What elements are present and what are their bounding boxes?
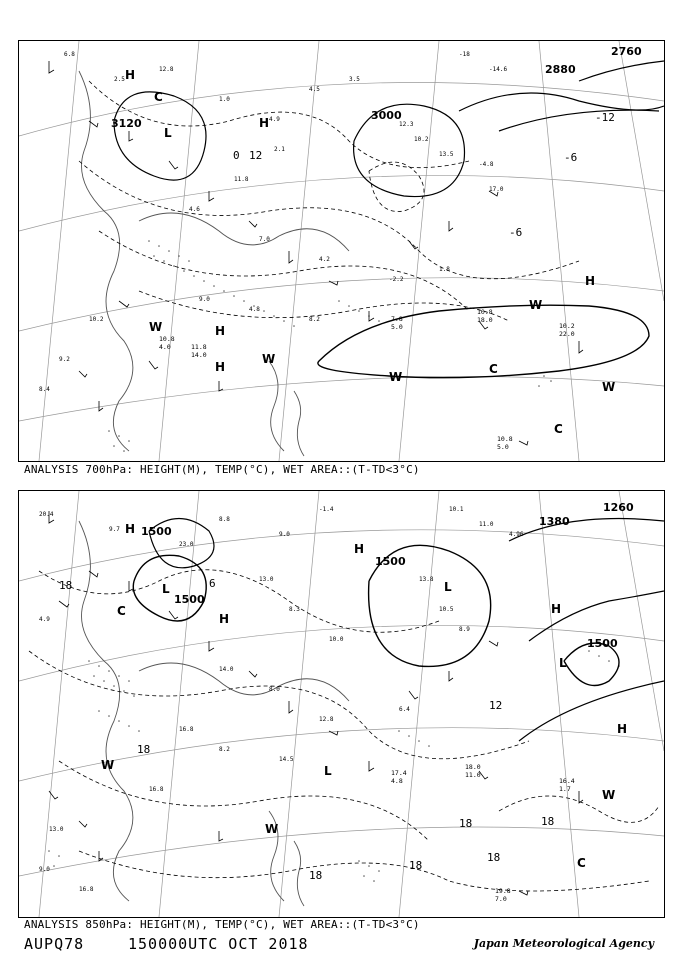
- center-marker: W: [602, 788, 616, 802]
- isotherm-label: 18: [459, 817, 473, 830]
- station-value: 18.0: [477, 316, 493, 324]
- center-marker: H: [125, 68, 136, 82]
- graticule: [19, 491, 664, 917]
- center-marker: W: [101, 758, 115, 772]
- isotherm-label: 0: [233, 149, 240, 162]
- svg-text:4.8: 4.8: [249, 306, 260, 313]
- station-plot-texture: [39, 51, 507, 393]
- isotherm-label: 6: [209, 577, 216, 590]
- center-marker: W: [149, 320, 163, 334]
- isotherm-label: 12: [249, 149, 263, 162]
- chart-code: AUPQ78: [24, 935, 85, 953]
- svg-text:1.0: 1.0: [219, 96, 230, 103]
- center-marker: H: [617, 722, 628, 736]
- center-marker: H: [219, 612, 230, 626]
- station-value: 10.8: [497, 435, 513, 443]
- svg-text:-14.6: -14.6: [489, 66, 508, 73]
- contour-label: 1260: [603, 501, 634, 514]
- svg-text:9.7: 9.7: [109, 526, 120, 533]
- isotherm-label: 18: [409, 859, 423, 872]
- svg-text:8.0: 8.0: [269, 686, 280, 693]
- svg-text:6.8: 6.8: [64, 51, 75, 58]
- center-marker: L: [559, 656, 567, 670]
- station-value: 4.0: [159, 343, 171, 351]
- isotherm-label: 18: [541, 815, 555, 828]
- svg-text:14.5: 14.5: [279, 756, 294, 763]
- station-value: 19.8: [495, 887, 511, 895]
- center-marker: H: [585, 274, 596, 288]
- svg-text:-1.4: -1.4: [319, 506, 334, 513]
- map-700hpa: [19, 41, 664, 461]
- contour-label: 1380: [539, 515, 570, 528]
- svg-text:4.2: 4.2: [319, 256, 330, 263]
- wet-area: [108, 240, 552, 452]
- station-value: 10.8: [477, 308, 493, 316]
- svg-text:8.3: 8.3: [289, 606, 300, 613]
- map-panel-850hpa: [18, 490, 665, 918]
- valid-time: 150000UTC OCT 2018: [128, 935, 309, 953]
- station-value: 16.4: [559, 777, 575, 785]
- svg-text:17.0: 17.0: [489, 186, 504, 193]
- contour-label: 1500: [141, 525, 172, 538]
- svg-text:12.3: 12.3: [399, 121, 414, 128]
- svg-text:8.4: 8.4: [39, 386, 50, 393]
- map-panel-700hpa: [18, 40, 665, 462]
- isotherm-label: 18: [59, 579, 73, 592]
- center-marker: H: [215, 324, 226, 338]
- svg-text:4.6: 4.6: [189, 206, 200, 213]
- svg-text:11.8: 11.8: [234, 176, 249, 183]
- station-value: 17.4: [391, 769, 407, 777]
- svg-text:12.8: 12.8: [319, 716, 334, 723]
- wind-barbs: [49, 511, 583, 895]
- center-marker: C: [117, 604, 126, 618]
- contour-label: 2760: [611, 45, 642, 58]
- station-values: [391, 763, 575, 903]
- isotherm-label: 18: [309, 869, 323, 882]
- svg-text:2.5: 2.5: [114, 76, 125, 83]
- svg-text:10.2: 10.2: [89, 316, 104, 323]
- isotherm-label: 18: [137, 743, 151, 756]
- center-marker: W: [389, 370, 403, 384]
- svg-text:12.8: 12.8: [159, 66, 174, 73]
- wet-area: [48, 650, 620, 882]
- isotherm-label: 18: [487, 851, 501, 864]
- svg-text:-4.8: -4.8: [479, 161, 494, 168]
- svg-text:16.8: 16.8: [179, 726, 194, 733]
- svg-text:13.5: 13.5: [439, 151, 454, 158]
- svg-text:4.9: 4.9: [269, 116, 280, 123]
- contour-label: 2880: [545, 63, 576, 76]
- svg-text:8.2: 8.2: [309, 316, 320, 323]
- station-value: 11.8: [191, 343, 207, 351]
- svg-text:13.0: 13.0: [49, 826, 64, 833]
- svg-text:8.2: 8.2: [219, 746, 230, 753]
- station-value: 7.0: [495, 895, 507, 903]
- svg-text:-18: -18: [459, 51, 470, 58]
- contour-label: 3000: [371, 109, 402, 122]
- agency-name: Japan Meteorological Agency: [473, 937, 654, 950]
- svg-text:4.9: 4.9: [39, 616, 50, 623]
- center-marker: L: [444, 580, 452, 594]
- map-850hpa: [19, 491, 664, 917]
- contour-label: 1500: [375, 555, 406, 568]
- svg-text:14.0: 14.0: [219, 666, 234, 673]
- svg-text:16.8: 16.8: [79, 886, 94, 893]
- center-marker: W: [529, 298, 543, 312]
- svg-text:8.8: 8.8: [219, 516, 230, 523]
- station-value: 11.0: [465, 771, 481, 779]
- svg-text:1.8: 1.8: [439, 266, 450, 273]
- isotherm-labels: [233, 111, 615, 239]
- caption-700hpa: ANALYSIS 700hPa: HEIGHT(M), TEMP(°C), WET AREA::(T-TD<3°C): [24, 463, 420, 476]
- svg-text:8.9: 8.9: [459, 626, 470, 633]
- center-marker: C: [489, 362, 498, 376]
- height-contour-labels: [111, 45, 642, 130]
- station-value: 10.8: [159, 335, 175, 343]
- center-marker: L: [324, 764, 332, 778]
- svg-text:16.8: 16.8: [149, 786, 164, 793]
- center-marker: W: [265, 822, 279, 836]
- svg-text:20.4: 20.4: [39, 511, 54, 518]
- center-marker: H: [125, 522, 136, 536]
- svg-text:23.0: 23.0: [179, 541, 194, 548]
- center-marker: H: [354, 542, 365, 556]
- graticule: [19, 41, 664, 461]
- svg-text:6.4: 6.4: [399, 706, 410, 713]
- svg-text:10.2: 10.2: [414, 136, 429, 143]
- svg-text:4.5: 4.5: [309, 86, 320, 93]
- center-marker: C: [554, 422, 563, 436]
- center-marker: W: [262, 352, 276, 366]
- station-value: 7.8: [391, 315, 403, 323]
- isotherm-label: -6: [564, 151, 578, 164]
- svg-text:13.0: 13.0: [259, 576, 274, 583]
- isotherm-label: -12: [595, 111, 615, 124]
- center-marker: L: [164, 126, 172, 140]
- caption-850hpa: ANALYSIS 850hPa: HEIGHT(M), TEMP(°C), WET AREA::(T-TD<3°C): [24, 918, 420, 931]
- svg-text:-2.2: -2.2: [389, 276, 404, 283]
- station-value: 10.2: [559, 322, 575, 330]
- svg-text:13.8: 13.8: [419, 576, 434, 583]
- svg-text:10.0: 10.0: [329, 636, 344, 643]
- center-marker: L: [162, 582, 170, 596]
- svg-text:3.5: 3.5: [349, 76, 360, 83]
- center-marker: H: [215, 360, 226, 374]
- station-value: 4.8: [391, 777, 403, 785]
- svg-text:9.0: 9.0: [279, 531, 290, 538]
- station-value: 5.0: [497, 443, 509, 451]
- svg-text:9.0: 9.0: [39, 866, 50, 873]
- svg-text:9.2: 9.2: [59, 356, 70, 363]
- pressure-centers: [125, 68, 615, 436]
- station-value: 1.7: [559, 785, 571, 793]
- svg-text:4.96: 4.96: [509, 531, 524, 538]
- height-contour-labels: [141, 501, 634, 650]
- contour-label: 1500: [174, 593, 205, 606]
- station-plot-texture: [39, 506, 524, 893]
- station-value: 22.0: [559, 330, 575, 338]
- center-marker: H: [259, 116, 270, 130]
- contour-label: 3120: [111, 117, 142, 130]
- station-value: 18.0: [465, 763, 481, 771]
- isotherm-label: -6: [509, 226, 523, 239]
- svg-text:11.0: 11.0: [479, 521, 494, 528]
- center-marker: C: [154, 90, 163, 104]
- center-marker: W: [602, 380, 616, 394]
- center-marker: C: [577, 856, 586, 870]
- svg-text:9.0: 9.0: [199, 296, 210, 303]
- station-value: 5.0: [391, 323, 403, 331]
- center-marker: H: [551, 602, 562, 616]
- svg-text:7.0: 7.0: [259, 236, 270, 243]
- contour-label: 1500: [587, 637, 618, 650]
- svg-text:2.1: 2.1: [274, 146, 285, 153]
- svg-text:10.1: 10.1: [449, 506, 464, 513]
- svg-text:10.5: 10.5: [439, 606, 454, 613]
- station-value: 14.0: [191, 351, 207, 359]
- isotherm-label: 12: [489, 699, 503, 712]
